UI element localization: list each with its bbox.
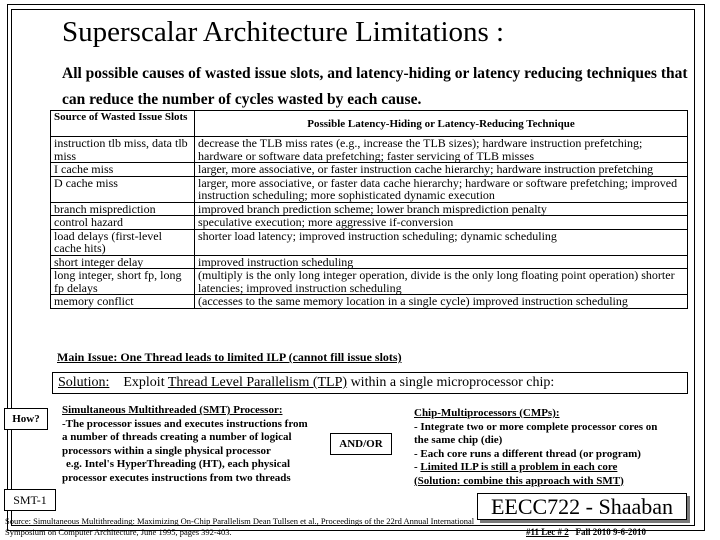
solution-box: [52, 372, 688, 394]
header-technique: Possible Latency-Hiding or Latency-Reducing Technique: [195, 111, 688, 137]
cell-technique: improved branch prediction scheme; lower branch misprediction penalty: [195, 202, 688, 216]
cell-source: control hazard: [51, 216, 195, 230]
slide-title: Superscalar Architecture Limitations :: [62, 16, 505, 48]
how-label-box: How?: [4, 408, 48, 430]
smt-line: a number of threads creating a number of logical: [62, 431, 292, 443]
cell-source: long integer, short fp, long fp delays: [51, 269, 195, 295]
slide-footer: [526, 527, 646, 537]
cell-source: D cache miss: [51, 176, 195, 202]
cell-technique: (accesses to the same memory location in a single cycle) improved instruction scheduling: [195, 295, 688, 309]
table-row: [51, 202, 688, 216]
wasted-slots-table: [50, 110, 688, 309]
table-row: [51, 255, 688, 269]
cell-technique: speculative execution; more aggressive if-conversion: [195, 216, 688, 230]
cell-technique: (multiply is the only long integer operation, divide is the only long floating point operation) shorter latencies; improved instruction scheduling: [195, 269, 688, 295]
footer-date: Fall 2010 9-6-2010: [575, 527, 646, 537]
table-row: [51, 295, 688, 309]
table-row: [51, 137, 688, 163]
cell-source: memory conflict: [51, 295, 195, 309]
table-row: [51, 216, 688, 230]
cmp-line: the same chip (die): [414, 434, 503, 446]
cell-technique: improved instruction scheduling: [195, 255, 688, 269]
solution-text-after: within a single microprocessor chip:: [350, 375, 555, 390]
main-issue-text: Main Issue: One Thread leads to limited ILP (cannot fill issue slots): [57, 350, 402, 364]
cell-technique: decrease the TLB miss rates (e.g., increase the TLB sizes); hardware instruction prefetching; hardware or software data prefetching; faster servicing of TLB misses: [195, 137, 688, 163]
header-source: Source of Wasted Issue Slots: [51, 111, 195, 137]
cmp-line: - Each core runs a different thread (or program): [414, 447, 641, 460]
intro-text: All possible causes of wasted issue slots, and latency-hiding or latency reducing techniques that can reduce the number of cycles wasted by each cause.: [62, 65, 688, 108]
cmp-description: Chip-Multiprocessors (CMPs): - Integrate two or more complete processor cores on the same chip (die) - Each core runs a different thread (or program) - Limited ILP is still a problem in each core (Solution: combine this approach with SMT): [414, 407, 714, 488]
cell-technique: shorter load latency; improved instruction scheduling; dynamic scheduling: [195, 229, 688, 255]
course-label: EECC722 - Shaaban: [477, 493, 687, 520]
solution-label: Solution:: [58, 375, 110, 390]
footer-lecture: #11 Lec # 2: [526, 527, 569, 537]
solution-tlp: Thread Level Parallelism (TLP): [167, 375, 348, 390]
cell-source: branch misprediction: [51, 202, 195, 216]
smt-line: processor executes instructions from two threads: [62, 471, 291, 484]
slide-tag: SMT-1: [4, 489, 56, 511]
cell-source: instruction tlb miss, data tlb miss: [51, 137, 195, 163]
table-row: [51, 229, 688, 255]
source-citation: Source: Simultaneous Multithreading: Maximizing On-Chip Parallelism Dean Tullsen et al., Proceedings of the 22rd Annual International Symposium on Computer Architecture, June 1995, pages 392-403.: [5, 516, 475, 537]
cell-source: short integer delay: [51, 255, 195, 269]
cmp-line: - Integrate two or more complete processor cores on: [414, 420, 658, 433]
cell-source: load delays (first-level cache hits): [51, 229, 195, 255]
smt-line: processors within a single physical processor: [62, 444, 271, 457]
smt-header: Simultaneous Multithreaded (SMT) Processor:: [62, 404, 283, 416]
table-header-row: [51, 111, 688, 137]
smt-line: -The processor issues and executes instructions from: [62, 417, 308, 430]
smt-line: e.g. Intel's HyperThreading (HT), each physical: [66, 458, 291, 470]
table-row: [51, 269, 688, 295]
cmp-solution-note: (Solution: combine this approach with SMT): [414, 474, 624, 487]
solution-text-before: Exploit: [123, 375, 165, 390]
cell-source: I cache miss: [51, 163, 195, 177]
cmp-header: Chip-Multiprocessors (CMPs):: [414, 407, 560, 419]
cell-technique: larger, more associative, or faster data cache hierarchy; hardware or software prefetching; improved instruction scheduling; more sophisticated dynamic execution: [195, 176, 688, 202]
andor-box: AND/OR: [330, 433, 392, 455]
table-row: [51, 163, 688, 177]
table-row: [51, 176, 688, 202]
cmp-limited-ilp: Limited ILP is still a problem in each core: [420, 461, 618, 473]
cell-technique: larger, more associative, or faster instruction cache hierarchy; hardware instruction prefetching: [195, 163, 688, 177]
